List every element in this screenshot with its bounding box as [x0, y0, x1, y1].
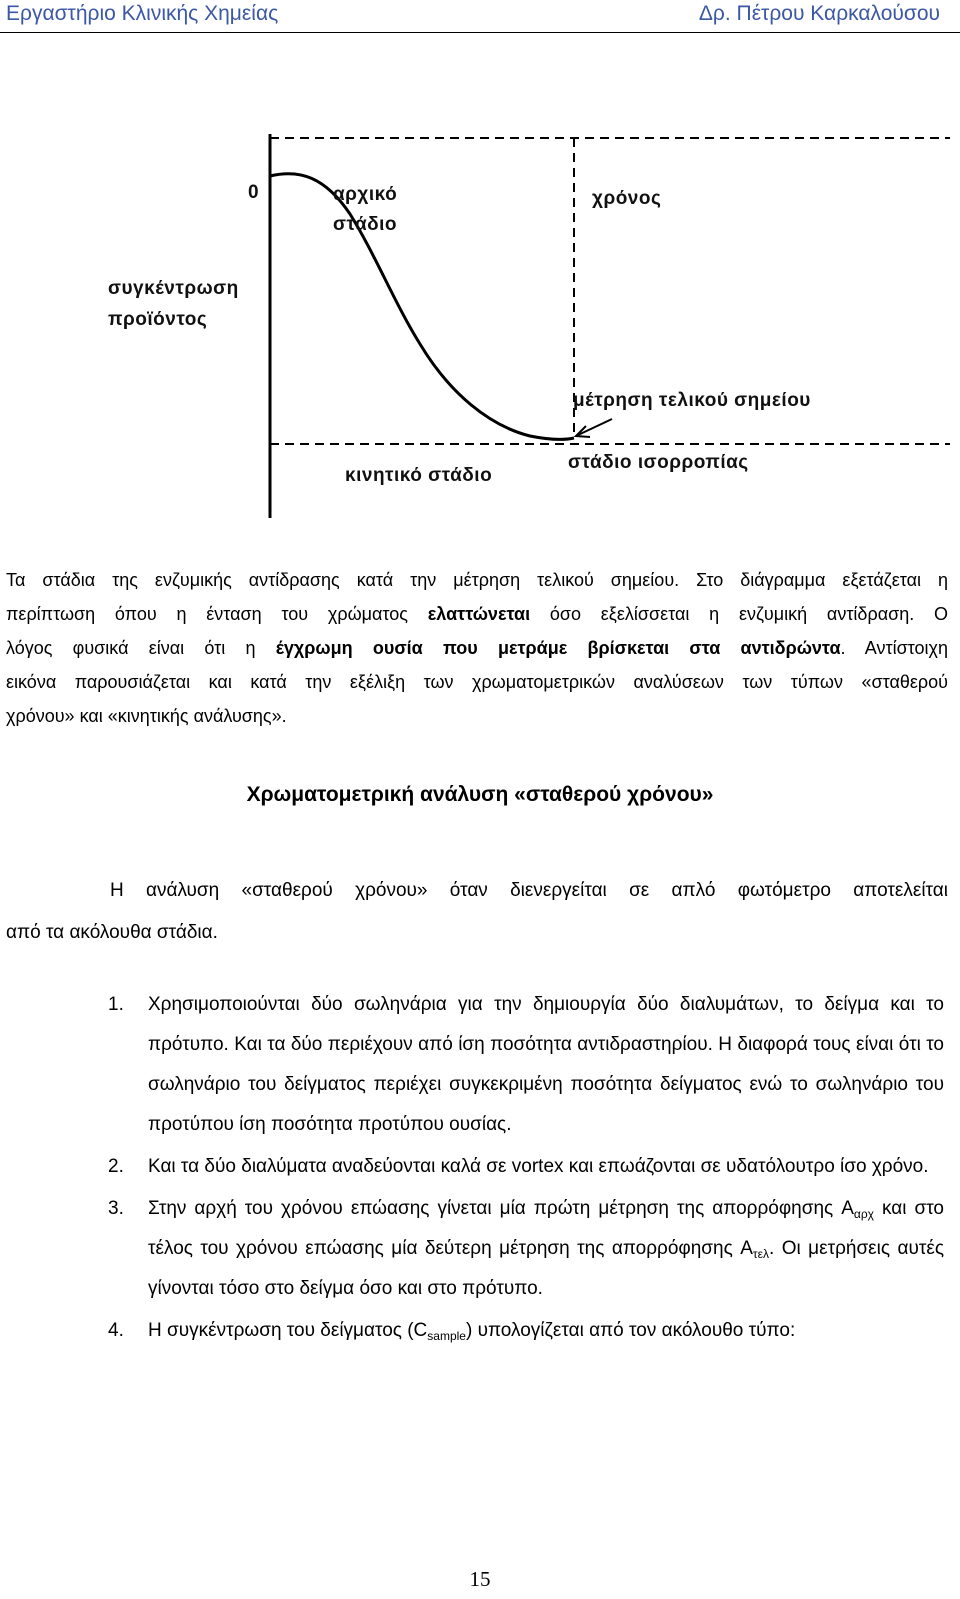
step-number: 2. — [108, 1156, 124, 1177]
caption-text: . Αντίστοιχη — [840, 638, 949, 658]
kinetic-stage-label: κινητικό στάδιο — [345, 465, 493, 486]
concentration-label-line1: συγκέντρωση — [108, 278, 239, 299]
figure-caption — [6, 563, 948, 733]
reaction-stage-diagram — [0, 34, 960, 544]
header-divider — [0, 32, 960, 33]
step-text: Χρησιμοποιούνται δύο σωληνάρια για την δημιουργία δύο διαλυμάτων, το δείγμα και το πρότυπο. Και τα δύο περιέχουν από ίση ποσότητα αντιδραστηρίου. Η διαφορά τους είναι ότι το σωληνάριο του δείγματος περιέχει συγκεκριμένη ποσότητα δείγματος ενώ το σωληνάριο του προτύπου ίση ποσότητα προτύπου ουσίας. — [148, 994, 944, 1135]
list-item — [108, 1189, 944, 1309]
intro-line-2: από τα ακόλουθα στάδια. — [6, 922, 218, 943]
caption-line-3 — [6, 631, 948, 665]
step-number: 1. — [108, 994, 124, 1015]
reaction-curve — [270, 174, 574, 440]
step-text-part: και στο τέλος του χρόνου επώασης μία δεύτερη μέτρηση της απορρόφησης A — [148, 1198, 944, 1259]
step-text-part: Η συγκέντρωση του δείγματος (C — [148, 1320, 428, 1341]
caption-emphasis: ελαττώνεται — [427, 604, 531, 624]
step-text-part: ) υπολογίζεται από τον ακόλουθο τύπο: — [465, 1320, 796, 1341]
equilibrium-stage-label: στάδιο ισορροπίας — [568, 452, 749, 473]
initial-stage-label-line1: αρχικό — [333, 184, 398, 205]
step-text — [148, 1189, 944, 1309]
section-heading: Χρωματομετρική ανάλυση «σταθερού χρόνου» — [246, 783, 714, 806]
subscript: sample — [427, 1329, 466, 1343]
caption-line-5: χρόνου» και «κινητικής ανάλυσης». — [6, 706, 287, 726]
intro-line-1: Η ανάλυση «σταθερού χρόνου» όταν διενεργείται σε απλό φωτόμετρο αποτελείται — [110, 880, 948, 901]
intro-paragraph — [6, 870, 948, 954]
steps-list — [108, 985, 944, 1351]
caption-text: όσο εξελίσσεται η ενζυμική αντίδραση. Ο — [530, 604, 948, 624]
caption-line-1: Τα στάδια της ενζυμικής αντίδρασης κατά την μέτρηση τελικού σημείου. Στο διάγραμμα εξετάζεται η — [6, 570, 948, 590]
endpoint-label: μέτρηση τελικού σημείου — [573, 390, 811, 411]
step-text — [148, 1311, 944, 1351]
endpoint-arrow-head — [576, 426, 590, 437]
caption-emphasis: έγχρωμη ουσία που μετράμε βρίσκεται στα αντιδρώντα — [275, 638, 841, 658]
subscript: αρχ — [853, 1207, 874, 1221]
step-text: Και τα δύο διαλύματα αναδεύονται καλά σε vortex και επωάζονται σε υδατόλουτρο ίσο χρόνο. — [148, 1156, 929, 1177]
caption-text: περίπτωση όπου η ένταση του χρώματος — [6, 604, 428, 624]
list-item — [108, 985, 944, 1145]
concentration-label-line2: προϊόντος — [108, 309, 208, 330]
step-text-part: . Οι μετρήσεις αυτές γίνονται τόσο στο δείγμα όσο και στο πρότυπο. — [148, 1238, 944, 1299]
endpoint-arrow-shaft — [578, 419, 612, 435]
page-header — [0, 0, 960, 34]
zero-label: 0 — [248, 182, 260, 203]
list-item — [108, 1147, 944, 1187]
step-number: 3. — [108, 1198, 124, 1219]
initial-stage-label-line2: στάδιο — [333, 214, 398, 235]
time-label: χρόνος — [592, 188, 662, 209]
page-number: 15 — [469, 1567, 491, 1591]
caption-line-2 — [6, 597, 948, 631]
step-text-part: Στην αρχή του χρόνου επώασης γίνεται μία πρώτη μέτρηση της απορρόφησης A — [148, 1198, 854, 1219]
caption-line-4: εικόνα παρουσιάζεται και κατά την εξέλιξη των χρωματομετρικών αναλύσεων των τύπων «σταθερού — [6, 672, 948, 692]
step-number: 4. — [108, 1320, 124, 1341]
list-item — [108, 1311, 944, 1351]
header-lab-title: Εργαστήριο Κλινικής Χημείας — [6, 2, 279, 25]
caption-text: λόγος φυσικά είναι ότι η — [6, 638, 276, 658]
header-author: Δρ. Πέτρου Καρκαλούσου — [698, 2, 940, 25]
subscript: τελ — [752, 1247, 769, 1261]
